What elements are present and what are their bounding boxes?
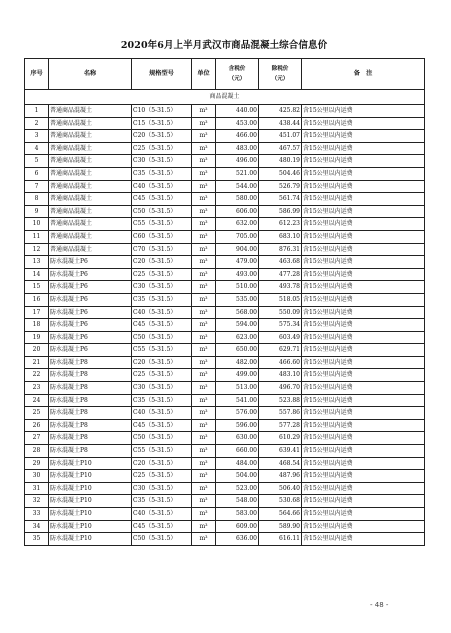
- row-tax-excl-price: 451.07: [259, 130, 302, 143]
- row-spec: C40（5-31.5）: [132, 180, 192, 193]
- row-note: 含15公里以内运费: [302, 180, 425, 193]
- row-unit: m³: [192, 394, 216, 407]
- row-note: 含15公里以内运费: [302, 306, 425, 319]
- row-tax-incl-price: 596.00: [216, 419, 259, 432]
- row-note: 含15公里以内运费: [302, 243, 425, 256]
- row-name: 防水混凝土P10: [49, 482, 132, 495]
- row-tax-excl-price: 483.10: [259, 369, 302, 382]
- table-row: [25, 457, 425, 470]
- table-row: [25, 130, 425, 143]
- row-note: 含15公里以内运费: [302, 293, 425, 306]
- row-tax-excl-price: 425.82: [259, 105, 302, 118]
- row-name: 防水混凝土P10: [49, 470, 132, 483]
- row-tax-incl-price: 630.00: [216, 432, 259, 445]
- row-number: 12: [25, 243, 49, 256]
- row-number: 1: [25, 105, 49, 118]
- row-note: 含15公里以内运费: [302, 369, 425, 382]
- row-tax-incl-price: 705.00: [216, 230, 259, 243]
- row-note: 含15公里以内运费: [302, 495, 425, 508]
- row-tax-excl-price: 575.34: [259, 319, 302, 332]
- row-unit: m³: [192, 256, 216, 269]
- row-tax-excl-price: 468.54: [259, 457, 302, 470]
- row-unit: m³: [192, 130, 216, 143]
- page-number: - 48 -: [370, 601, 389, 609]
- row-tax-incl-price: 504.00: [216, 470, 259, 483]
- row-number: 28: [25, 445, 49, 458]
- row-number: 5: [25, 155, 49, 168]
- header-tax-incl: [216, 59, 259, 90]
- row-name: 防水混凝土P6: [49, 293, 132, 306]
- row-tax-incl-price: 523.00: [216, 482, 259, 495]
- row-tax-incl-price: 483.00: [216, 142, 259, 155]
- row-name: 防水混凝土P6: [49, 306, 132, 319]
- row-name: 防水混凝土P8: [49, 407, 132, 420]
- row-unit: m³: [192, 369, 216, 382]
- row-note: 含15公里以内运费: [302, 533, 425, 546]
- row-tax-incl-price: 513.00: [216, 382, 259, 395]
- row-name: 普通商品混凝土: [49, 105, 132, 118]
- row-number: 4: [25, 142, 49, 155]
- row-name: 防水混凝土P6: [49, 344, 132, 357]
- row-number: 26: [25, 419, 49, 432]
- row-number: 35: [25, 533, 49, 546]
- row-unit: m³: [192, 306, 216, 319]
- row-tax-incl-price: 521.00: [216, 167, 259, 180]
- row-tax-excl-price: 876.31: [259, 243, 302, 256]
- header-tax-excl-line1: 除税价: [271, 66, 289, 72]
- row-tax-excl-price: 612.23: [259, 218, 302, 231]
- row-spec: C20（5-31.5）: [132, 256, 192, 269]
- row-spec: C20（5-31.5）: [132, 130, 192, 143]
- row-unit: m³: [192, 281, 216, 294]
- header-no: 序号: [25, 59, 49, 90]
- row-name: 防水混凝土P6: [49, 319, 132, 332]
- row-spec: C20（5-31.5）: [132, 356, 192, 369]
- header-tax-incl-line2: （元）: [228, 76, 246, 82]
- row-name: 普通商品混凝土: [49, 167, 132, 180]
- row-name: 防水混凝土P8: [49, 356, 132, 369]
- row-name: 防水混凝土P10: [49, 533, 132, 546]
- row-unit: m³: [192, 495, 216, 508]
- row-name: 防水混凝土P8: [49, 382, 132, 395]
- row-name: 普通商品混凝土: [49, 117, 132, 130]
- table-row: [25, 382, 425, 395]
- table-row: [25, 419, 425, 432]
- table-row: [25, 369, 425, 382]
- row-number: 11: [25, 230, 49, 243]
- row-name: 防水混凝土P6: [49, 331, 132, 344]
- row-spec: C50（5-31.5）: [132, 533, 192, 546]
- row-tax-excl-price: 438.44: [259, 117, 302, 130]
- row-note: 含15公里以内运费: [302, 482, 425, 495]
- row-number: 13: [25, 256, 49, 269]
- table-row: [25, 281, 425, 294]
- row-spec: C35（5-31.5）: [132, 394, 192, 407]
- row-spec: C45（5-31.5）: [132, 419, 192, 432]
- header-unit: 单位: [192, 59, 216, 90]
- row-name: 防水混凝土P10: [49, 495, 132, 508]
- row-number: 10: [25, 218, 49, 231]
- row-tax-excl-price: 616.11: [259, 533, 302, 546]
- row-tax-excl-price: 467.57: [259, 142, 302, 155]
- row-note: 含15公里以内运费: [302, 344, 425, 357]
- table-row: [25, 331, 425, 344]
- row-spec: C30（5-31.5）: [132, 155, 192, 168]
- row-unit: m³: [192, 407, 216, 420]
- row-number: 8: [25, 193, 49, 206]
- row-note: 含15公里以内运费: [302, 205, 425, 218]
- table-row: [25, 193, 425, 206]
- row-tax-incl-price: 623.00: [216, 331, 259, 344]
- row-number: 34: [25, 520, 49, 533]
- table-row: [25, 268, 425, 281]
- row-tax-incl-price: 440.00: [216, 105, 259, 118]
- row-spec: C35（5-31.5）: [132, 167, 192, 180]
- row-note: 含15公里以内运费: [302, 432, 425, 445]
- row-note: 含15公里以内运费: [302, 155, 425, 168]
- row-tax-incl-price: 499.00: [216, 369, 259, 382]
- row-name: 防水混凝土P6: [49, 281, 132, 294]
- row-spec: C30（5-31.5）: [132, 281, 192, 294]
- row-note: 含15公里以内运费: [302, 508, 425, 521]
- row-tax-excl-price: 523.88: [259, 394, 302, 407]
- row-spec: C20（5-31.5）: [132, 457, 192, 470]
- row-unit: m³: [192, 293, 216, 306]
- row-number: 27: [25, 432, 49, 445]
- row-tax-excl-price: 561.74: [259, 193, 302, 206]
- header-tax-excl-line2: （元）: [271, 76, 289, 82]
- page-title: 2020年6月上半月武汉市商品混凝土综合信息价: [120, 40, 328, 51]
- row-name: 普通商品混凝土: [49, 142, 132, 155]
- row-number: 24: [25, 394, 49, 407]
- row-tax-incl-price: 496.00: [216, 155, 259, 168]
- row-spec: C60（5-31.5）: [132, 230, 192, 243]
- table-row: [25, 256, 425, 269]
- row-note: 含15公里以内运费: [302, 130, 425, 143]
- row-tax-incl-price: 453.00: [216, 117, 259, 130]
- row-number: 17: [25, 306, 49, 319]
- row-note: 含15公里以内运费: [302, 520, 425, 533]
- row-tax-incl-price: 576.00: [216, 407, 259, 420]
- row-tax-incl-price: 510.00: [216, 281, 259, 294]
- row-note: 含15公里以内运费: [302, 470, 425, 483]
- row-tax-excl-price: 466.60: [259, 356, 302, 369]
- table-row: [25, 243, 425, 256]
- row-number: 21: [25, 356, 49, 369]
- row-note: 含15公里以内运费: [302, 105, 425, 118]
- header-spec: 规格型号: [132, 59, 192, 90]
- row-number: 15: [25, 281, 49, 294]
- row-name: 防水混凝土P8: [49, 445, 132, 458]
- row-tax-excl-price: 526.79: [259, 180, 302, 193]
- row-tax-excl-price: 480.19: [259, 155, 302, 168]
- row-name: 普通商品混凝土: [49, 180, 132, 193]
- row-tax-incl-price: 568.00: [216, 306, 259, 319]
- row-unit: m³: [192, 167, 216, 180]
- row-unit: m³: [192, 230, 216, 243]
- table-row: [25, 205, 425, 218]
- row-note: 含15公里以内运费: [302, 457, 425, 470]
- table-row: [25, 432, 425, 445]
- row-unit: m³: [192, 419, 216, 432]
- row-note: 含15公里以内运费: [302, 445, 425, 458]
- table-row: [25, 356, 425, 369]
- table-row: [25, 445, 425, 458]
- row-number: 3: [25, 130, 49, 143]
- row-tax-incl-price: 609.00: [216, 520, 259, 533]
- row-tax-excl-price: 589.90: [259, 520, 302, 533]
- row-note: 含15公里以内运费: [302, 256, 425, 269]
- row-note: 含15公里以内运费: [302, 142, 425, 155]
- row-number: 33: [25, 508, 49, 521]
- row-spec: C40（5-31.5）: [132, 407, 192, 420]
- table-row: [25, 105, 425, 118]
- row-tax-excl-price: 564.66: [259, 508, 302, 521]
- row-note: 含15公里以内运费: [302, 319, 425, 332]
- row-unit: m³: [192, 432, 216, 445]
- table-row: [25, 117, 425, 130]
- row-tax-excl-price: 487.96: [259, 470, 302, 483]
- table-row: [25, 394, 425, 407]
- table-row: [25, 508, 425, 521]
- row-unit: m³: [192, 180, 216, 193]
- row-number: 22: [25, 369, 49, 382]
- row-tax-incl-price: 493.00: [216, 268, 259, 281]
- row-number: 18: [25, 319, 49, 332]
- table-row: [25, 180, 425, 193]
- category-label: 商品混凝土: [25, 90, 425, 105]
- table-row: [25, 319, 425, 332]
- row-unit: m³: [192, 508, 216, 521]
- row-unit: m³: [192, 382, 216, 395]
- row-name: 普通商品混凝土: [49, 155, 132, 168]
- row-spec: C30（5-31.5）: [132, 482, 192, 495]
- row-tax-incl-price: 541.00: [216, 394, 259, 407]
- row-tax-excl-price: 629.71: [259, 344, 302, 357]
- row-tax-incl-price: 904.00: [216, 243, 259, 256]
- row-tax-excl-price: 639.41: [259, 445, 302, 458]
- table-row: [25, 230, 425, 243]
- row-name: 普通商品混凝土: [49, 193, 132, 206]
- row-tax-excl-price: 518.05: [259, 293, 302, 306]
- row-note: 含15公里以内运费: [302, 193, 425, 206]
- row-number: 9: [25, 205, 49, 218]
- row-note: 含15公里以内运费: [302, 407, 425, 420]
- row-tax-incl-price: 466.00: [216, 130, 259, 143]
- table-row: [25, 344, 425, 357]
- row-unit: m³: [192, 344, 216, 357]
- row-unit: m³: [192, 117, 216, 130]
- row-unit: m³: [192, 142, 216, 155]
- row-tax-excl-price: 493.78: [259, 281, 302, 294]
- header-tax-incl-line1: 含税价: [228, 66, 246, 72]
- row-unit: m³: [192, 520, 216, 533]
- row-tax-incl-price: 484.00: [216, 457, 259, 470]
- row-tax-excl-price: 550.09: [259, 306, 302, 319]
- row-unit: m³: [192, 268, 216, 281]
- row-number: 20: [25, 344, 49, 357]
- row-note: 含15公里以内运费: [302, 218, 425, 231]
- row-name: 防水混凝土P6: [49, 268, 132, 281]
- row-tax-incl-price: 548.00: [216, 495, 259, 508]
- row-number: 14: [25, 268, 49, 281]
- row-note: 含15公里以内运费: [302, 230, 425, 243]
- row-tax-incl-price: 482.00: [216, 356, 259, 369]
- row-note: 含15公里以内运费: [302, 331, 425, 344]
- row-note: 含15公里以内运费: [302, 281, 425, 294]
- table-row: [25, 482, 425, 495]
- row-spec: C55（5-31.5）: [132, 445, 192, 458]
- row-unit: m³: [192, 457, 216, 470]
- row-spec: C70（5-31.5）: [132, 243, 192, 256]
- row-spec: C55（5-31.5）: [132, 218, 192, 231]
- row-tax-excl-price: 577.28: [259, 419, 302, 432]
- row-spec: C30（5-31.5）: [132, 382, 192, 395]
- row-tax-excl-price: 504.46: [259, 167, 302, 180]
- row-tax-excl-price: 610.29: [259, 432, 302, 445]
- row-tax-excl-price: 557.86: [259, 407, 302, 420]
- row-unit: m³: [192, 218, 216, 231]
- category-row: [25, 90, 425, 105]
- row-unit: m³: [192, 105, 216, 118]
- row-spec: C25（5-31.5）: [132, 268, 192, 281]
- table-row: [25, 167, 425, 180]
- row-tax-incl-price: 535.00: [216, 293, 259, 306]
- row-tax-excl-price: 586.99: [259, 205, 302, 218]
- price-table: [24, 58, 425, 546]
- row-number: 2: [25, 117, 49, 130]
- row-spec: C50（5-31.5）: [132, 205, 192, 218]
- row-note: 含15公里以内运费: [302, 167, 425, 180]
- row-number: 32: [25, 495, 49, 508]
- row-name: 防水混凝土P10: [49, 457, 132, 470]
- row-unit: m³: [192, 470, 216, 483]
- row-spec: C40（5-31.5）: [132, 306, 192, 319]
- table-row: [25, 495, 425, 508]
- row-spec: C45（5-31.5）: [132, 319, 192, 332]
- row-spec: C45（5-31.5）: [132, 193, 192, 206]
- row-note: 含15公里以内运费: [302, 419, 425, 432]
- table-row: [25, 520, 425, 533]
- row-spec: C35（5-31.5）: [132, 293, 192, 306]
- row-tax-excl-price: 603.49: [259, 331, 302, 344]
- row-tax-excl-price: 506.40: [259, 482, 302, 495]
- row-number: 23: [25, 382, 49, 395]
- row-name: 防水混凝土P8: [49, 369, 132, 382]
- row-spec: C45（5-31.5）: [132, 520, 192, 533]
- row-spec: C10（5-31.5）: [132, 105, 192, 118]
- row-spec: C55（5-31.5）: [132, 344, 192, 357]
- row-name: 防水混凝土P10: [49, 508, 132, 521]
- row-name: 普通商品混凝土: [49, 230, 132, 243]
- row-unit: m³: [192, 356, 216, 369]
- table-row: [25, 218, 425, 231]
- row-tax-excl-price: 477.28: [259, 268, 302, 281]
- row-tax-incl-price: 580.00: [216, 193, 259, 206]
- table-row: [25, 407, 425, 420]
- row-spec: C50（5-31.5）: [132, 331, 192, 344]
- row-note: 含15公里以内运费: [302, 117, 425, 130]
- row-unit: m³: [192, 319, 216, 332]
- row-name: 防水混凝土P8: [49, 394, 132, 407]
- row-unit: m³: [192, 331, 216, 344]
- row-number: 16: [25, 293, 49, 306]
- row-name: 普通商品混凝土: [49, 130, 132, 143]
- table-header-row: [25, 59, 425, 90]
- row-number: 19: [25, 331, 49, 344]
- row-tax-incl-price: 479.00: [216, 256, 259, 269]
- row-spec: C15（5-31.5）: [132, 117, 192, 130]
- row-tax-incl-price: 650.00: [216, 344, 259, 357]
- table-row: [25, 155, 425, 168]
- row-tax-incl-price: 660.00: [216, 445, 259, 458]
- row-unit: m³: [192, 533, 216, 546]
- row-tax-incl-price: 636.00: [216, 533, 259, 546]
- row-name: 防水混凝土P8: [49, 419, 132, 432]
- row-tax-incl-price: 544.00: [216, 180, 259, 193]
- row-name: 普通商品混凝土: [49, 205, 132, 218]
- row-tax-incl-price: 632.00: [216, 218, 259, 231]
- table-row: [25, 142, 425, 155]
- row-unit: m³: [192, 155, 216, 168]
- row-number: 31: [25, 482, 49, 495]
- row-spec: C35（5-31.5）: [132, 495, 192, 508]
- row-spec: C25（5-31.5）: [132, 369, 192, 382]
- table-row: [25, 533, 425, 546]
- row-spec: C50（5-31.5）: [132, 432, 192, 445]
- row-unit: m³: [192, 482, 216, 495]
- row-name: 普通商品混凝土: [49, 243, 132, 256]
- row-note: 含15公里以内运费: [302, 268, 425, 281]
- header-tax-excl: [259, 59, 302, 90]
- row-spec: C25（5-31.5）: [132, 470, 192, 483]
- header-note: 备 注: [302, 59, 425, 90]
- row-tax-incl-price: 583.00: [216, 508, 259, 521]
- row-unit: m³: [192, 193, 216, 206]
- row-spec: C40（5-31.5）: [132, 508, 192, 521]
- row-number: 29: [25, 457, 49, 470]
- row-number: 7: [25, 180, 49, 193]
- row-name: 防水混凝土P6: [49, 256, 132, 269]
- table-row: [25, 470, 425, 483]
- row-unit: m³: [192, 205, 216, 218]
- row-tax-excl-price: 496.70: [259, 382, 302, 395]
- row-unit: m³: [192, 445, 216, 458]
- row-tax-excl-price: 463.68: [259, 256, 302, 269]
- row-note: 含15公里以内运费: [302, 356, 425, 369]
- row-name: 防水混凝土P8: [49, 432, 132, 445]
- row-tax-incl-price: 606.00: [216, 205, 259, 218]
- header-name: 名称: [49, 59, 132, 90]
- row-number: 30: [25, 470, 49, 483]
- row-number: 25: [25, 407, 49, 420]
- row-number: 6: [25, 167, 49, 180]
- row-tax-excl-price: 530.68: [259, 495, 302, 508]
- row-tax-incl-price: 594.00: [216, 319, 259, 332]
- row-name: 普通商品混凝土: [49, 218, 132, 231]
- row-spec: C25（5-31.5）: [132, 142, 192, 155]
- table-row: [25, 306, 425, 319]
- row-tax-excl-price: 683.10: [259, 230, 302, 243]
- row-note: 含15公里以内运费: [302, 382, 425, 395]
- row-unit: m³: [192, 243, 216, 256]
- table-row: [25, 293, 425, 306]
- row-note: 含15公里以内运费: [302, 394, 425, 407]
- row-name: 防水混凝土P10: [49, 520, 132, 533]
